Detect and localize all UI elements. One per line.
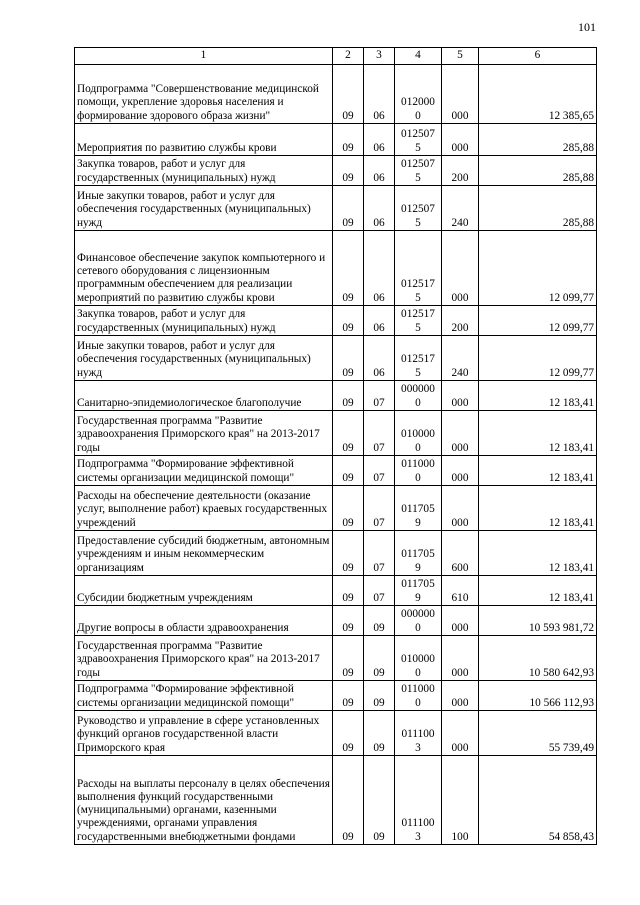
target-article-cell [395,186,442,231]
subsection-code-cell: 06 [364,231,395,306]
section-code-cell: 09 [333,606,364,636]
table-row [75,681,597,711]
expense-name-cell: Субсидии бюджетным учреждениям [75,576,333,606]
target-article-code-part2: 9 [415,516,421,529]
expense-type-cell: 000 [442,486,479,531]
subsection-code-cell: 06 [364,336,395,381]
expense-type-cell: 000 [442,411,479,456]
amount-cell: 55 739,49 [479,711,597,756]
table-row [75,231,597,306]
table-header-row [75,48,597,65]
target-article-code-part1: 011000 [401,458,435,471]
target-article-code-part1: 011000 [401,683,435,696]
amount-cell: 285,88 [479,124,597,156]
amount-cell: 10 566 112,93 [479,681,597,711]
column-header: 2 [333,48,364,65]
subsection-code-cell: 09 [364,681,395,711]
section-code-cell: 09 [333,681,364,711]
expense-type-cell: 000 [442,636,479,681]
target-article-code-part1: 011705 [401,578,435,591]
target-article-cell [395,531,442,576]
table-row [75,186,597,231]
expense-type-cell: 000 [442,711,479,756]
target-article-cell [395,636,442,681]
section-code-cell: 09 [333,531,364,576]
amount-cell: 12 099,77 [479,231,597,306]
target-article-code-part2: 5 [415,291,421,304]
column-header: 3 [364,48,395,65]
section-code-cell: 09 [333,456,364,486]
target-article-code-part2: 0 [415,471,421,484]
target-article-cell [395,336,442,381]
target-article-cell [395,606,442,636]
target-article-code-part1: 012507 [401,128,435,141]
target-article-code-part1: 000000 [401,608,435,621]
budget-table [74,47,597,845]
target-article-code-part2: 5 [415,216,421,229]
expense-name-cell: Государственная программа "Развитие здравоохранения Приморского края" на 2013-2017 годы [75,636,333,681]
expense-name-cell: Закупка товаров, работ и услуг для государственных (муниципальных) нужд [75,156,333,186]
section-code-cell: 09 [333,381,364,411]
target-article-code-part2: 5 [415,366,421,379]
expense-name-cell: Мероприятия по развитию службы крови [75,124,333,156]
expense-type-cell: 000 [442,65,479,124]
table-row [75,124,597,156]
expense-type-cell: 240 [442,186,479,231]
section-code-cell: 09 [333,636,364,681]
subsection-code-cell: 06 [364,65,395,124]
expense-type-cell: 000 [442,606,479,636]
expense-type-cell: 000 [442,124,479,156]
amount-cell: 12 183,41 [479,576,597,606]
target-article-cell [395,576,442,606]
subsection-code-cell: 06 [364,124,395,156]
target-article-code-part1: 011705 [401,503,435,516]
expense-type-cell: 200 [442,156,479,186]
expense-name-cell: Подпрограмма "Формирование эффективной системы организации медицинской помощи" [75,681,333,711]
expense-name-cell: Закупка товаров, работ и услуг для государственных (муниципальных) нужд [75,306,333,336]
expense-type-cell: 240 [442,336,479,381]
subsection-code-cell: 06 [364,306,395,336]
target-article-cell [395,231,442,306]
amount-cell: 285,88 [479,186,597,231]
target-article-code-part2: 3 [415,830,421,843]
column-header: 6 [479,48,597,65]
table-row [75,156,597,186]
expense-name-cell: Санитарно-эпидемиологическое благополучие [75,381,333,411]
target-article-cell [395,681,442,711]
target-article-cell [395,381,442,411]
amount-cell: 12 183,41 [479,381,597,411]
expense-name-cell: Расходы на выплаты персоналу в целях обеспечения выполнения функций государственными (муниципальными) органами, казенными учреждениями, органами управления государственными внебюджетными фондами [75,756,333,845]
target-article-cell [395,306,442,336]
target-article-code-part1: 012507 [401,158,435,171]
table-row [75,756,597,845]
target-article-code-part1: 011705 [401,548,435,561]
table-row [75,381,597,411]
target-article-code-part1: 012000 [401,96,435,109]
section-code-cell: 09 [333,186,364,231]
table-row [75,411,597,456]
section-code-cell: 09 [333,411,364,456]
target-article-code-part1: 010000 [401,653,435,666]
target-article-code-part2: 0 [415,666,421,679]
target-article-cell [395,756,442,845]
target-article-code-part2: 9 [415,561,421,574]
target-article-code-part1: 000000 [401,383,435,396]
target-article-cell [395,711,442,756]
amount-cell: 12 183,41 [479,486,597,531]
table-row [75,486,597,531]
expense-type-cell: 100 [442,756,479,845]
target-article-code-part1: 011100 [401,728,435,741]
subsection-code-cell: 07 [364,531,395,576]
column-header: 4 [395,48,442,65]
expense-type-cell: 600 [442,531,479,576]
table-row [75,65,597,124]
table-row [75,576,597,606]
section-code-cell: 09 [333,231,364,306]
target-article-code-part2: 0 [415,696,421,709]
section-code-cell: 09 [333,756,364,845]
table-row [75,306,597,336]
table-row [75,531,597,576]
target-article-code-part1: 012507 [401,203,435,216]
expense-type-cell: 000 [442,231,479,306]
target-article-code-part2: 0 [415,109,421,122]
subsection-code-cell: 07 [364,576,395,606]
table-row [75,336,597,381]
target-article-cell [395,156,442,186]
target-article-code-part1: 012517 [401,278,435,291]
target-article-code-part1: 012517 [401,353,435,366]
expense-type-cell: 610 [442,576,479,606]
subsection-code-cell: 09 [364,606,395,636]
expense-name-cell: Иные закупки товаров, работ и услуг для обеспечения государственных (муниципальных) нужд [75,336,333,381]
table-row [75,711,597,756]
amount-cell: 12 099,77 [479,336,597,381]
table-row [75,636,597,681]
amount-cell: 12 183,41 [479,456,597,486]
expense-name-cell: Иные закупки товаров, работ и услуг для обеспечения государственных (муниципальных) нужд [75,186,333,231]
amount-cell: 285,88 [479,156,597,186]
target-article-cell [395,456,442,486]
target-article-cell [395,65,442,124]
target-article-code-part2: 3 [415,741,421,754]
expense-name-cell: Подпрограмма "Совершенствование медицинской помощи, укрепление здоровья населения и формирование здорового образа жизни" [75,65,333,124]
expense-type-cell: 000 [442,381,479,411]
target-article-code-part1: 012517 [401,308,435,321]
expense-name-cell: Руководство и управление в сфере установленных функций органов государственной власти Приморского края [75,711,333,756]
target-article-code-part2: 5 [415,141,421,154]
expense-name-cell: Подпрограмма "Формирование эффективной системы организации медицинской помощи" [75,456,333,486]
section-code-cell: 09 [333,65,364,124]
amount-cell: 10 593 981,72 [479,606,597,636]
target-article-code-part2: 9 [415,591,421,604]
expense-name-cell: Расходы на обеспечение деятельности (оказание услуг, выполнение работ) краевых государственных учреждений [75,486,333,531]
subsection-code-cell: 09 [364,711,395,756]
amount-cell: 12 385,65 [479,65,597,124]
target-article-code-part2: 5 [415,171,421,184]
amount-cell: 10 580 642,93 [479,636,597,681]
subsection-code-cell: 07 [364,381,395,411]
page-number: 101 [578,20,596,34]
target-article-code-part2: 0 [415,441,421,454]
section-code-cell: 09 [333,306,364,336]
target-article-cell [395,411,442,456]
target-article-code-part1: 011100 [401,817,435,830]
section-code-cell: 09 [333,124,364,156]
amount-cell: 12 183,41 [479,531,597,576]
target-article-cell [395,124,442,156]
amount-cell: 12 099,77 [479,306,597,336]
target-article-code-part2: 0 [415,396,421,409]
section-code-cell: 09 [333,156,364,186]
expense-name-cell: Государственная программа "Развитие здравоохранения Приморского края" на 2013-2017 годы [75,411,333,456]
expense-name-cell: Финансовое обеспечение закупок компьютерного и сетевого оборудования с лицензионным программным обеспечением для реализации мероприятий по развитию службы крови [75,231,333,306]
target-article-cell [395,486,442,531]
table-row [75,606,597,636]
section-code-cell: 09 [333,576,364,606]
subsection-code-cell: 06 [364,186,395,231]
subsection-code-cell: 09 [364,636,395,681]
expense-type-cell: 200 [442,306,479,336]
column-header: 1 [75,48,333,65]
target-article-code-part2: 5 [415,321,421,334]
column-header: 5 [442,48,479,65]
expense-name-cell: Другие вопросы в области здравоохранения [75,606,333,636]
target-article-code-part2: 0 [415,621,421,634]
expense-type-cell: 000 [442,456,479,486]
subsection-code-cell: 07 [364,411,395,456]
section-code-cell: 09 [333,486,364,531]
expense-name-cell: Предоставление субсидий бюджетным, автономным учреждениям и иным некоммерческим организациям [75,531,333,576]
subsection-code-cell: 07 [364,456,395,486]
subsection-code-cell: 09 [364,756,395,845]
amount-cell: 54 858,43 [479,756,597,845]
expense-type-cell: 000 [442,681,479,711]
section-code-cell: 09 [333,336,364,381]
table-row [75,456,597,486]
section-code-cell: 09 [333,711,364,756]
subsection-code-cell: 07 [364,486,395,531]
target-article-code-part1: 010000 [401,428,435,441]
amount-cell: 12 183,41 [479,411,597,456]
subsection-code-cell: 06 [364,156,395,186]
